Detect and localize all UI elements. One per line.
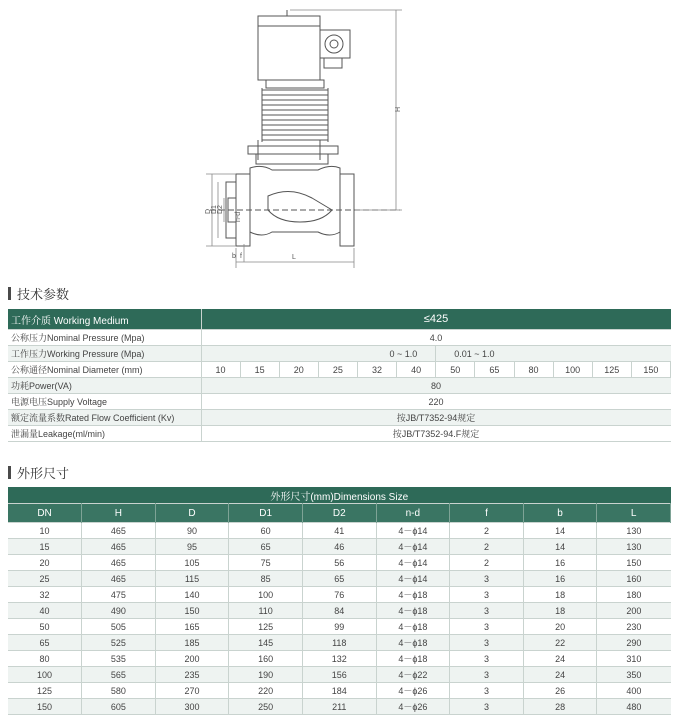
table-cell: 4－ϕ14 [376, 523, 450, 539]
diameter-cell: 125 [592, 362, 631, 378]
table-cell: 465 [82, 555, 156, 571]
table-cell: 270 [155, 683, 229, 699]
title-bar-icon [8, 466, 11, 479]
table-cell: 14 [523, 539, 597, 555]
table-cell: 3 [450, 587, 524, 603]
column-header: D1 [229, 504, 303, 523]
column-header: L [597, 504, 671, 523]
table-cell: 250 [229, 699, 303, 715]
valve-drawing [0, 0, 679, 272]
table-cell: 20 [523, 619, 597, 635]
table-cell: 4－ϕ18 [376, 603, 450, 619]
table-cell: 475 [82, 587, 156, 603]
table-cell: 22 [523, 635, 597, 651]
diameter-cell: 20 [279, 362, 318, 378]
spec-value: 按JB/T7352-94规定 [201, 410, 671, 426]
table-cell: 46 [302, 539, 376, 555]
spec-value: 0.01 ~ 1.0 [436, 346, 671, 362]
column-header: D2 [302, 504, 376, 523]
table-cell: 25 [8, 571, 82, 587]
dims-header-row [8, 504, 671, 523]
dim-label-f: f [240, 253, 242, 260]
column-header: DN [8, 504, 82, 523]
table-cell: 18 [523, 587, 597, 603]
dim-label-L: L [292, 254, 296, 261]
column-header: b [523, 504, 597, 523]
table-cell: 310 [626, 653, 642, 664]
spec-label: 公称压力Nominal Pressure (Mpa) [8, 330, 201, 346]
table-cell: 2 [450, 539, 524, 555]
diameter-cell: 150 [631, 362, 670, 378]
table-cell: 3 [450, 667, 524, 683]
table-row [8, 651, 671, 667]
spec-value: 0 ~ 1.0 [201, 346, 436, 362]
table-cell: 3 [450, 603, 524, 619]
table-cell: 4－ϕ26 [376, 683, 450, 699]
table-cell: 80 [8, 651, 82, 667]
table-cell: 85 [229, 571, 303, 587]
table-cell: 75 [229, 555, 303, 571]
table-cell: 4－ϕ18 [376, 587, 450, 603]
spec-value: 80 [201, 378, 671, 394]
table-cell: 76 [302, 587, 376, 603]
table-cell: 15 [8, 539, 82, 555]
table-cell: 4－ϕ18 [376, 635, 450, 651]
table-cell: 99 [302, 619, 376, 635]
table-row [8, 539, 671, 555]
table-cell: 90 [155, 523, 229, 539]
table-cell: 180 [626, 589, 642, 600]
dims-caption-row [8, 487, 671, 504]
table-cell: 220 [229, 683, 303, 699]
diameter-cell: 25 [318, 362, 357, 378]
column-header: f [450, 504, 524, 523]
table-cell: 165 [155, 619, 229, 635]
table-cell: 105 [155, 555, 229, 571]
table-cell: 235 [155, 667, 229, 683]
table-row [8, 571, 671, 587]
table-cell: 41 [302, 523, 376, 539]
table-cell: 10 [8, 523, 82, 539]
specs-row-diameter [8, 362, 671, 378]
diameter-cell: 100 [553, 362, 592, 378]
diameter-cell: 80 [514, 362, 553, 378]
column-header: D [155, 504, 229, 523]
table-cell: 65 [302, 571, 376, 587]
dim-label-D: D [205, 208, 212, 214]
table-cell: 2 [450, 523, 524, 539]
table-cell: 130 [626, 525, 642, 536]
table-cell: 100 [229, 587, 303, 603]
table-cell: 290 [597, 635, 671, 651]
table-cell: 605 [82, 699, 156, 715]
table-cell: 535 [82, 651, 156, 667]
dims-caption: 外形尺寸(mm)Dimensions Size [8, 487, 671, 504]
table-cell: 190 [229, 667, 303, 683]
table-cell: 95 [155, 539, 229, 555]
table-cell: 28 [523, 699, 597, 715]
table-cell: 4－ϕ14 [376, 555, 450, 571]
table-row [8, 603, 671, 619]
table-cell: 145 [229, 635, 303, 651]
table-cell: 400 [626, 685, 642, 696]
table-cell: 465 [82, 539, 156, 555]
table-cell: 211 [302, 699, 376, 715]
table-cell: 3 [450, 651, 524, 667]
specs-row-flow [8, 410, 671, 426]
specs-table [8, 309, 671, 442]
table-cell: 14 [523, 523, 597, 539]
table-cell: 580 [82, 683, 156, 699]
dim-label-H: H [395, 106, 402, 112]
table-cell: 32 [8, 587, 82, 603]
table-cell: 3 [450, 571, 524, 587]
table-row [8, 683, 671, 699]
diameter-cell: 15 [240, 362, 279, 378]
table-cell: 18 [523, 603, 597, 619]
diameter-cell: 65 [475, 362, 514, 378]
specs-title: 技术参数 [17, 287, 70, 302]
table-cell: 24 [523, 667, 597, 683]
table-cell: 480 [597, 699, 671, 715]
dims-title: 外形尺寸 [17, 466, 70, 481]
dim-label-D1: D1 [211, 205, 218, 214]
table-cell: 16 [523, 571, 597, 587]
table-cell: 140 [155, 587, 229, 603]
table-cell: 4－ϕ18 [376, 619, 450, 635]
table-row [8, 699, 671, 715]
table-row [8, 523, 671, 539]
spec-value: ≤425 [201, 309, 671, 330]
table-cell: 100 [8, 667, 82, 683]
table-cell: 150 [155, 603, 229, 619]
table-cell: 118 [302, 635, 376, 651]
table-cell: 20 [8, 555, 82, 571]
specs-row-power [8, 378, 671, 394]
table-cell: 56 [302, 555, 376, 571]
table-cell: 4－ϕ14 [376, 539, 450, 555]
table-cell: 150 [8, 699, 82, 715]
table-cell: 16 [523, 555, 597, 571]
specs-section-title [8, 284, 69, 303]
table-cell: 26 [523, 683, 597, 699]
table-cell: 230 [626, 621, 642, 632]
table-cell: 350 [597, 667, 671, 683]
specs-row-leakage [8, 426, 671, 442]
spec-label: 工作介质 Working Medium [8, 309, 201, 330]
spec-label: 功耗Power(VA) [8, 378, 201, 394]
table-cell: 565 [82, 667, 156, 683]
table-cell: 3 [450, 619, 524, 635]
table-cell: 24 [523, 651, 597, 667]
title-bar-icon [8, 287, 11, 300]
table-cell: 110 [229, 603, 303, 619]
dims-body [8, 523, 671, 715]
specs-row-medium [8, 309, 671, 330]
diameter-cell: 10 [201, 362, 240, 378]
table-cell: 185 [155, 635, 229, 651]
table-cell: 60 [229, 523, 303, 539]
table-cell: 160 [597, 571, 671, 587]
table-cell: 50 [8, 619, 82, 635]
dim-label-b: b [232, 253, 236, 260]
table-cell: 40 [8, 603, 82, 619]
table-cell: 4－ϕ14 [376, 571, 450, 587]
table-cell: 4－ϕ18 [376, 651, 450, 667]
table-cell: 2 [450, 555, 524, 571]
dims-table [8, 487, 671, 715]
table-row [8, 635, 671, 651]
spec-value: 4.0 [429, 332, 443, 343]
table-row [8, 555, 671, 571]
diameter-cell: 32 [358, 362, 397, 378]
table-cell: 150 [626, 557, 642, 568]
table-cell: 4－ϕ22 [376, 667, 450, 683]
spec-label: 泄漏量Leakage(ml/min) [8, 426, 201, 442]
table-cell: 125 [8, 683, 82, 699]
table-row [8, 667, 671, 683]
table-cell: 132 [302, 651, 376, 667]
table-cell: 465 [82, 523, 156, 539]
table-cell: 490 [82, 603, 156, 619]
specs-row-nominal-pressure [8, 330, 671, 346]
table-cell: 525 [82, 635, 156, 651]
table-cell: 3 [450, 635, 524, 651]
table-cell: 3 [450, 683, 524, 699]
table-cell: 4－ϕ26 [376, 699, 450, 715]
table-row [8, 587, 671, 603]
table-cell: 184 [302, 683, 376, 699]
spec-label: 额定流量系数Rated Flow Coefficient (Kv) [8, 410, 201, 426]
table-cell: 125 [229, 619, 303, 635]
table-cell: 160 [229, 651, 303, 667]
table-cell: 115 [155, 571, 229, 587]
table-row [8, 619, 671, 635]
spec-value: 220 [428, 396, 444, 407]
table-cell: 130 [597, 539, 671, 555]
specs-row-working-pressure [8, 346, 671, 362]
table-cell: 65 [229, 539, 303, 555]
diameter-cell: 40 [397, 362, 436, 378]
table-cell: 3 [450, 699, 524, 715]
dim-label-D2: D2 [217, 205, 224, 214]
spec-label: 工作压力Working Pressure (Mpa) [8, 346, 201, 362]
table-cell: 465 [82, 571, 156, 587]
table-cell: 200 [155, 651, 229, 667]
spec-value: 按JB/T7352-94.F规定 [392, 429, 480, 439]
specs-row-voltage [8, 394, 671, 410]
column-header: H [82, 504, 156, 523]
dim-label-nd: n-d [235, 211, 242, 222]
bellows [262, 88, 328, 142]
table-cell: 505 [82, 619, 156, 635]
spec-label: 公称通径Nominal Diameter (mm) [8, 362, 201, 378]
column-header: n-d [376, 504, 450, 523]
table-cell: 200 [597, 603, 671, 619]
table-cell: 84 [302, 603, 376, 619]
table-cell: 300 [155, 699, 229, 715]
table-cell: 65 [8, 635, 82, 651]
diameter-cell: 50 [436, 362, 475, 378]
dims-section-title [8, 463, 69, 482]
spec-label: 电源电压Supply Voltage [8, 394, 201, 410]
table-cell: 156 [302, 667, 376, 683]
